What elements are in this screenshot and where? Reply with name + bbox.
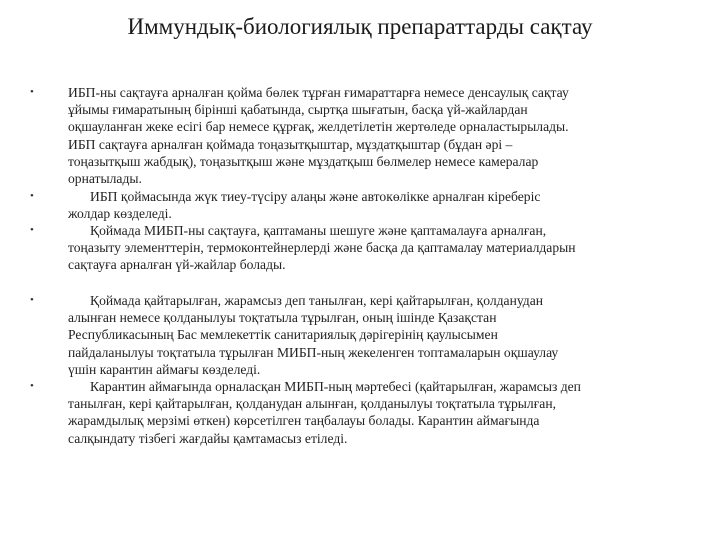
bullet-icon: • [30, 190, 34, 202]
bullet-icon: • [30, 294, 34, 306]
item-line: жолдар көзделеді. [68, 206, 172, 222]
item-line: ИБП-ны сақтауға арналған қойма бөлек тұрған ғимараттарға немесе денсаулық сақтау [68, 85, 569, 100]
item-line: Республикасының Бас мемлекеттік санитариялық дәрігерінің қаулысымен [68, 327, 498, 343]
item-line: орнатылады. [68, 171, 142, 187]
item-line: тоңазыту элементтерін, термоконтейнерлерді және басқа да қаптамалау материалдарын [68, 240, 576, 256]
item-line: Карантин аймағында орналасқан МИБП-ның мәртебесі (қайтарылған, жарамсыз деп [90, 379, 581, 394]
item-line: салқындату тізбегі жағдайы қамтамасыз етіледі. [68, 430, 348, 446]
item-line: үшін карантин аймағы көзделеді. [68, 361, 261, 377]
item-line: алынған немесе қолданылуы тоқтатыла тұрылған, оның ішінде Қазақстан [68, 310, 497, 326]
list-item [30, 222, 695, 292]
item-line: ИБП қоймасында жүк тиеу-түсіру алаңы және автокөлікке арналған кіреберіс [90, 189, 541, 204]
item-line: ИБП сақтауға арналған қоймада тоңазытқыштар, мұздатқыштар (бұдан әрі – [68, 136, 513, 152]
list-item [30, 188, 695, 222]
item-line: Қоймада МИБП-ны сақтауға, қаптаманы шешуге және қаптамалауға арналған, [90, 223, 547, 238]
item-line: тоңазытқыш жабдық), тоңазытқыш және мұздатқыш бөлмелер немесе камералар [68, 153, 539, 169]
item-line: ұйымы ғимаратының бірінші қабатында, сыртқа шығатын, басқа үй-жайлардан [68, 102, 528, 118]
item-line: оқшауланған жеке есігі бар немесе құрғақ, желдетілетін жертөледе орналастырылады. [68, 119, 569, 135]
bullet-icon: • [30, 86, 34, 98]
item-line: танылған, кері қайтарылған, қолданудан алынған, қолданылуы тоқтатыла тұрылған, [68, 396, 557, 412]
list-item [30, 84, 695, 188]
item-line: жарамдылық мерзімі өткен) көрсетілген таңбалауы болады. Карантин аймағында [68, 413, 540, 429]
list-item [30, 378, 695, 447]
item-line: пайдаланылуы тоқтатыла тұрылған МИБП-ның жекеленген топтамаларын оқшаулау [68, 344, 559, 360]
list-item [30, 292, 695, 378]
item-line: сақтауға арналған үй-жайлар болады. [68, 257, 286, 273]
slide-title: Иммундық-биологиялық препараттарды сақтау [127, 14, 593, 39]
bullet-icon: • [30, 224, 34, 236]
item-line: Қоймада қайтарылған, жарамсыз деп танылған, кері қайтарылған, қолданудан [90, 293, 544, 308]
bullet-list [30, 84, 695, 447]
bullet-icon: • [30, 380, 34, 392]
